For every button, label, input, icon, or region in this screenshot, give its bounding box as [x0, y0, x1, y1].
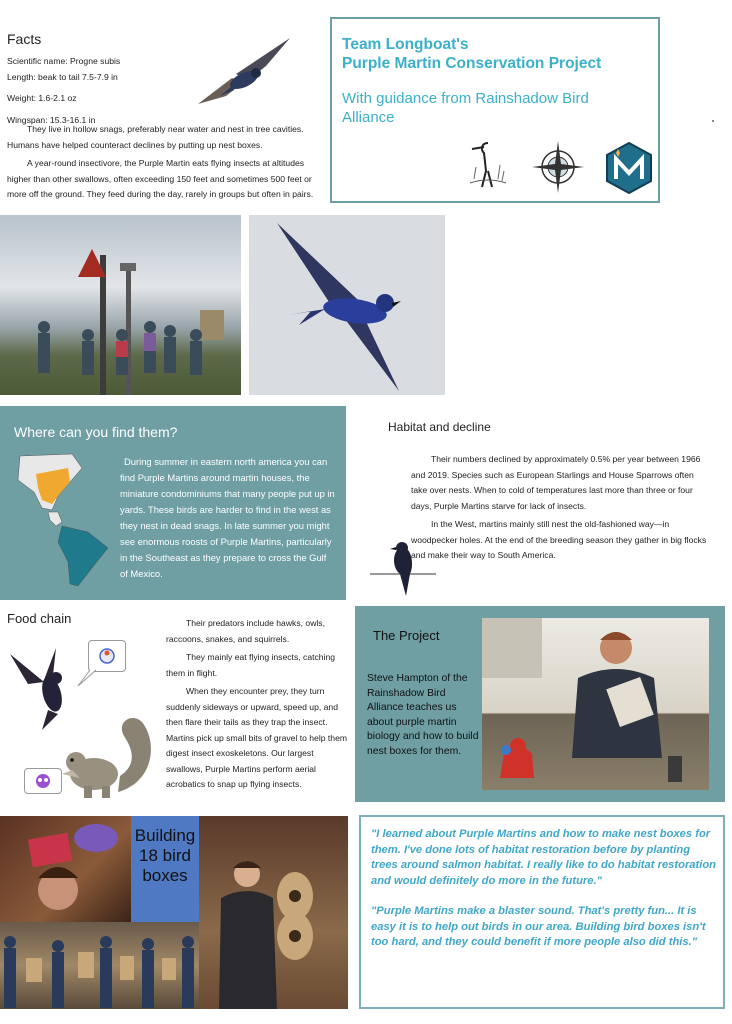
project-title: The Project	[373, 628, 440, 643]
instructor-photo-scene	[482, 618, 709, 790]
where-section	[0, 406, 346, 600]
project-section	[355, 606, 725, 802]
facts-scientific-name: Scientific name: Progne subis	[7, 56, 121, 66]
heron-logo-icon	[468, 137, 508, 191]
quote-2: "Purple Martins make a blaster sound. That's pretty fun... It is easy it is to help out birds in our area. Building bird boxes isn't too hard, and they could benefit if more people also did this."	[371, 905, 706, 948]
team-header-box	[330, 17, 660, 203]
team-field-photo-scene	[0, 215, 241, 395]
team-title-line-1: Team Longboat's	[342, 36, 469, 53]
where-body	[120, 454, 336, 582]
food-para-2: They mainly eat flying insects, catching them in flight.	[166, 652, 336, 678]
range-map-image	[12, 452, 116, 588]
team-title-line-2: Purple Martin Conservation Project	[342, 55, 602, 72]
food-para-3: When they encounter prey, they turn suddenly sideways or upward, speed up, and then flare their tails as they trap the insect. Martins pick up small bits of gravel to help them digest insect exoskeletons. Our largest swallows, Purple Martins perform aerial acrobatics to snap up flying insects.	[166, 686, 348, 789]
food-chain-body	[166, 616, 350, 793]
habitat-para-1: Their numbers declined by approximately 0.5% per year between 1966 and 2019. Species such as European Starlings and House Sparrows often take over nests. When to cold of temperatures last more than three or four days, Purple Martins starve for lack of insects.	[411, 454, 701, 511]
squirrel-image	[58, 712, 158, 804]
team-subtitle: With guidance from Rainshadow Bird Alliance	[342, 90, 589, 126]
building-label-box	[131, 816, 199, 922]
building-photo-2	[199, 816, 348, 1009]
purple-martin-flying-image	[196, 36, 294, 108]
habitat-body	[411, 452, 711, 564]
purple-martin-photo	[249, 215, 445, 395]
mountain-m-logo-icon	[604, 141, 654, 195]
building-photo-3	[0, 922, 199, 1009]
quotes-box	[359, 815, 725, 1009]
facts-weight: Weight: 1.6-2.1 oz	[7, 93, 77, 103]
facts-para-2: A year-round insectivore, the Purple Martin eats flying insects at altitudes higher than other swallows, often exceeding 150 feet and sometimes 500 feet or more off the ground. They feed during the day, rarely in groups but often in pairs.	[7, 158, 314, 199]
perched-martin-image	[370, 538, 436, 598]
quote-1: "I learned about Purple Martins and how to make nest boxes for them. I've done lots of habitat restoration before by planting trees around salmon habitat. I really like to do habitat restoration and would definitely do more in the future."	[371, 828, 717, 887]
team-title	[342, 35, 601, 73]
project-body: Steve Hampton of the Rainshadow Bird Alliance teaches us about purple martin biology and how to build nest boxes for them.	[367, 673, 479, 757]
where-body-text: During summer in eastern north america you can find Purple Martins around martin houses, the miniature condominiums that many people put up in yards. These birds are harder to find in the west as they nest in dead snags. In late summer you might see enormous roosts of Purple Martins, particularly in the Southeast as they prepare to cross the Gulf of Mexico.	[120, 456, 335, 579]
speech-bubble-owl	[24, 768, 62, 794]
building-label: Building 18 bird boxes	[134, 826, 196, 885]
habitat-title: Habitat and decline	[388, 420, 491, 434]
facts-length: Length: beak to tail 7.5-7.9 in	[7, 71, 118, 82]
purple-martin-photo-bird	[249, 215, 445, 395]
stray-dot	[712, 120, 714, 122]
team-field-photo	[0, 215, 241, 395]
quotes-text	[371, 827, 719, 951]
food-chain-title: Food chain	[7, 611, 72, 626]
facts-wingspan: Wingspan: 15.3-16.1 in	[7, 114, 96, 125]
building-photo-1	[0, 816, 131, 922]
habitat-para-2: In the West, martins mainly still nest the old-fashioned way—in woodpecker holes. At the end of the breeding season they gather in big flocks and make their way to South America.	[411, 519, 707, 560]
instructor-photo	[482, 618, 709, 790]
facts-body	[7, 122, 325, 203]
building-photo-2-scene	[199, 816, 348, 1009]
owl-icon	[25, 769, 61, 793]
speech-bubble-tail	[76, 668, 98, 688]
food-para-1: Their predators include hawks, owls, raccoons, snakes, and squirrels.	[166, 618, 325, 644]
hawk-icon	[89, 641, 125, 671]
compass-logo-icon	[530, 139, 586, 195]
facts-title: Facts	[7, 31, 42, 47]
facts-para-1: They live in hollow snags, preferably near water and nest in tree cavities. Humans have helped counteract declines by putting up nest boxes.	[7, 124, 304, 150]
building-photo-3-scene	[0, 922, 199, 1009]
building-photo-1-scene	[0, 816, 131, 922]
where-title: Where can you find them?	[14, 424, 178, 440]
